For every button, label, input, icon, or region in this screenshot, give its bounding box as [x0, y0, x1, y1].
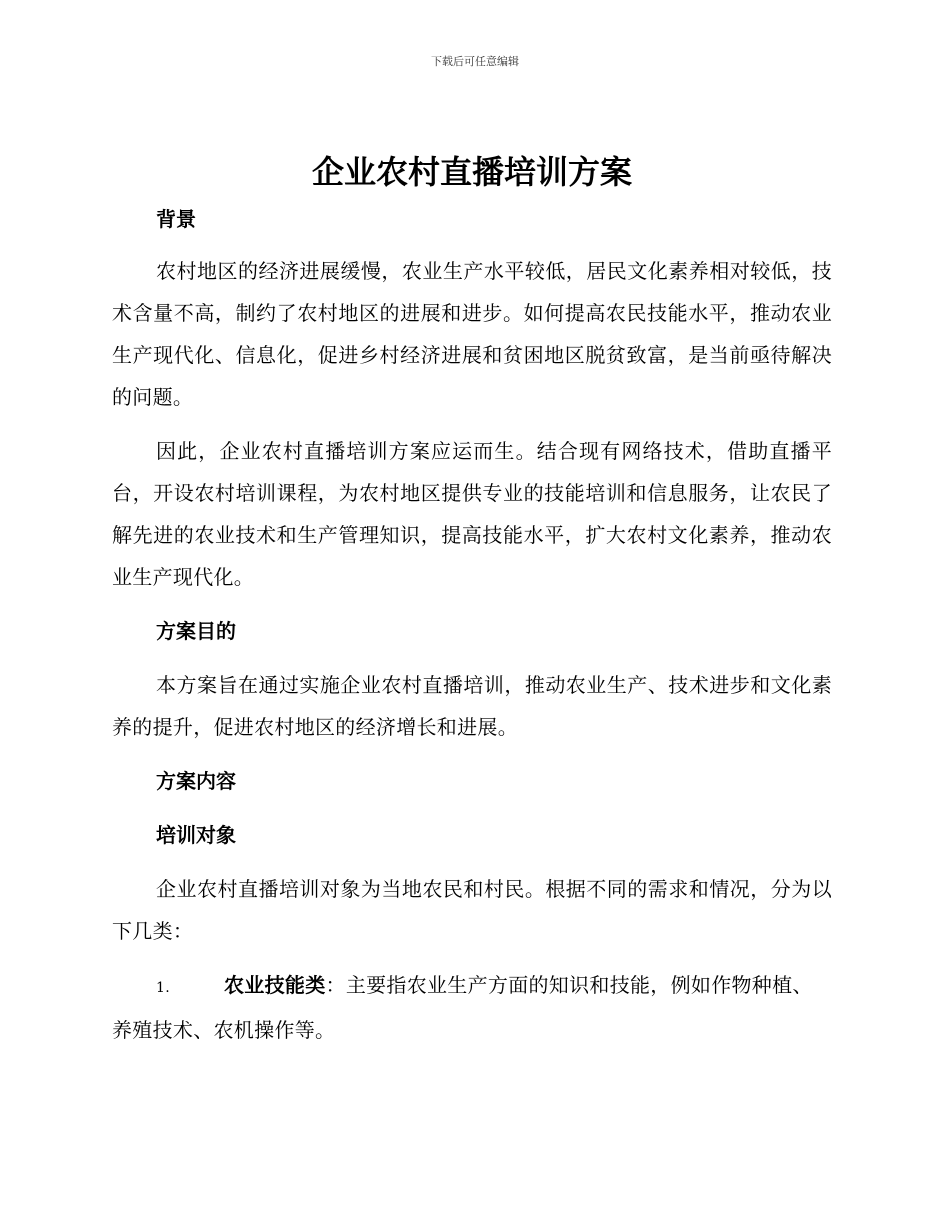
section-heading-content: 方案内容	[156, 769, 236, 793]
section-heading-purpose: 方案目的	[156, 619, 236, 643]
document-title: 企业农村直播培训方案	[311, 153, 632, 191]
section-heading-audience: 培训对象	[156, 823, 236, 847]
list-item-separator: ：	[325, 973, 346, 997]
list-item	[112, 964, 832, 1051]
list-item-number: 1.	[156, 980, 170, 996]
section-heading-background: 背景	[156, 207, 196, 231]
list-item-text: 主要指农业生产方面的知识和技能，例如作物种植、养殖技术、农机操作等。	[112, 973, 813, 1042]
list-item-term: 农业技能类	[224, 973, 326, 997]
document-body	[112, 148, 832, 1051]
purpose-paragraph: 本方案旨在通过实施企业农村直播培训，推动农业生产、技术进步和文化素养的提升，促进农村地区的经济增长和进展。	[112, 673, 832, 739]
background-paragraph-2: 因此，企业农村直播培训方案应运而生。结合现有网络技术，借助直播平台，开设农村培训课程，为农村地区提供专业的技能培训和信息服务，让农民了解先进的农业技术和生产管理知识，提高技能水平，扩大农村文化素养，推动农业生产现代化。	[112, 439, 832, 589]
audience-paragraph: 企业农村直播培训对象为当地农民和村民。根据不同的需求和情况，分为以下几类：	[112, 877, 832, 943]
page-header-note: 下载后可任意编辑	[431, 55, 519, 68]
background-paragraph-1: 农村地区的经济进展缓慢，农业生产水平较低，居民文化素养相对较低，技术含量不高，制约了农村地区的进展和进步。如何提高农民技能水平，推动农业生产现代化、信息化，促进乡村经济进展和贫困地区脱贫致富，是当前亟待解决的问题。	[112, 259, 832, 409]
